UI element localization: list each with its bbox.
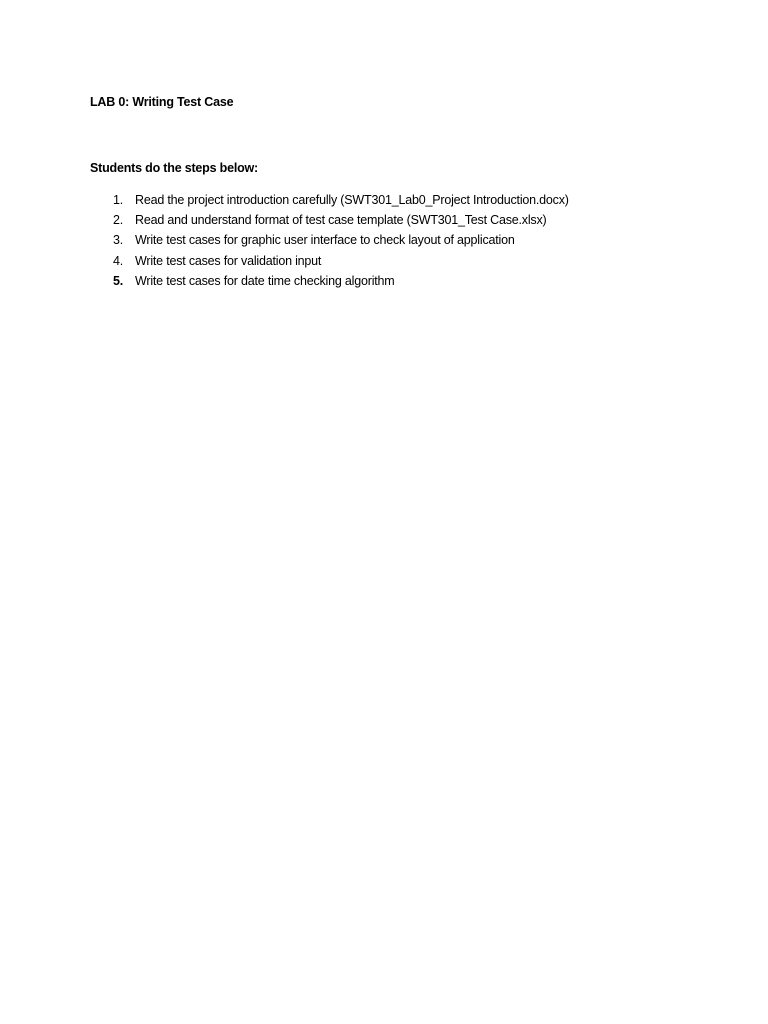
step-number: 5. [113,273,124,288]
step-item [0,272,768,292]
step-number: 2. [113,213,124,228]
step-text: Read and understand format of test case template (SWT301_Test Case.xlsx) [135,213,547,228]
step-number: 3. [113,233,124,248]
step-text: Write test cases for validation input [135,253,322,268]
step-number: 4. [113,253,124,268]
step-number: 1. [113,193,124,207]
step-text: Read the project introduction carefully (SWT301_Lab0_Project Introduction.docx) [135,193,569,207]
step-item [0,231,768,251]
step-item [0,211,768,231]
step-item [0,252,768,272]
document-title: LAB 0: Writing Test Case [90,95,234,109]
steps-list [0,191,768,292]
step-text: Write test cases for date time checking algorithm [135,273,395,288]
step-text: Write test cases for graphic user interface to check layout of application [135,233,515,248]
step-item [0,191,768,211]
instructions-heading: Students do the steps below: [90,161,259,175]
